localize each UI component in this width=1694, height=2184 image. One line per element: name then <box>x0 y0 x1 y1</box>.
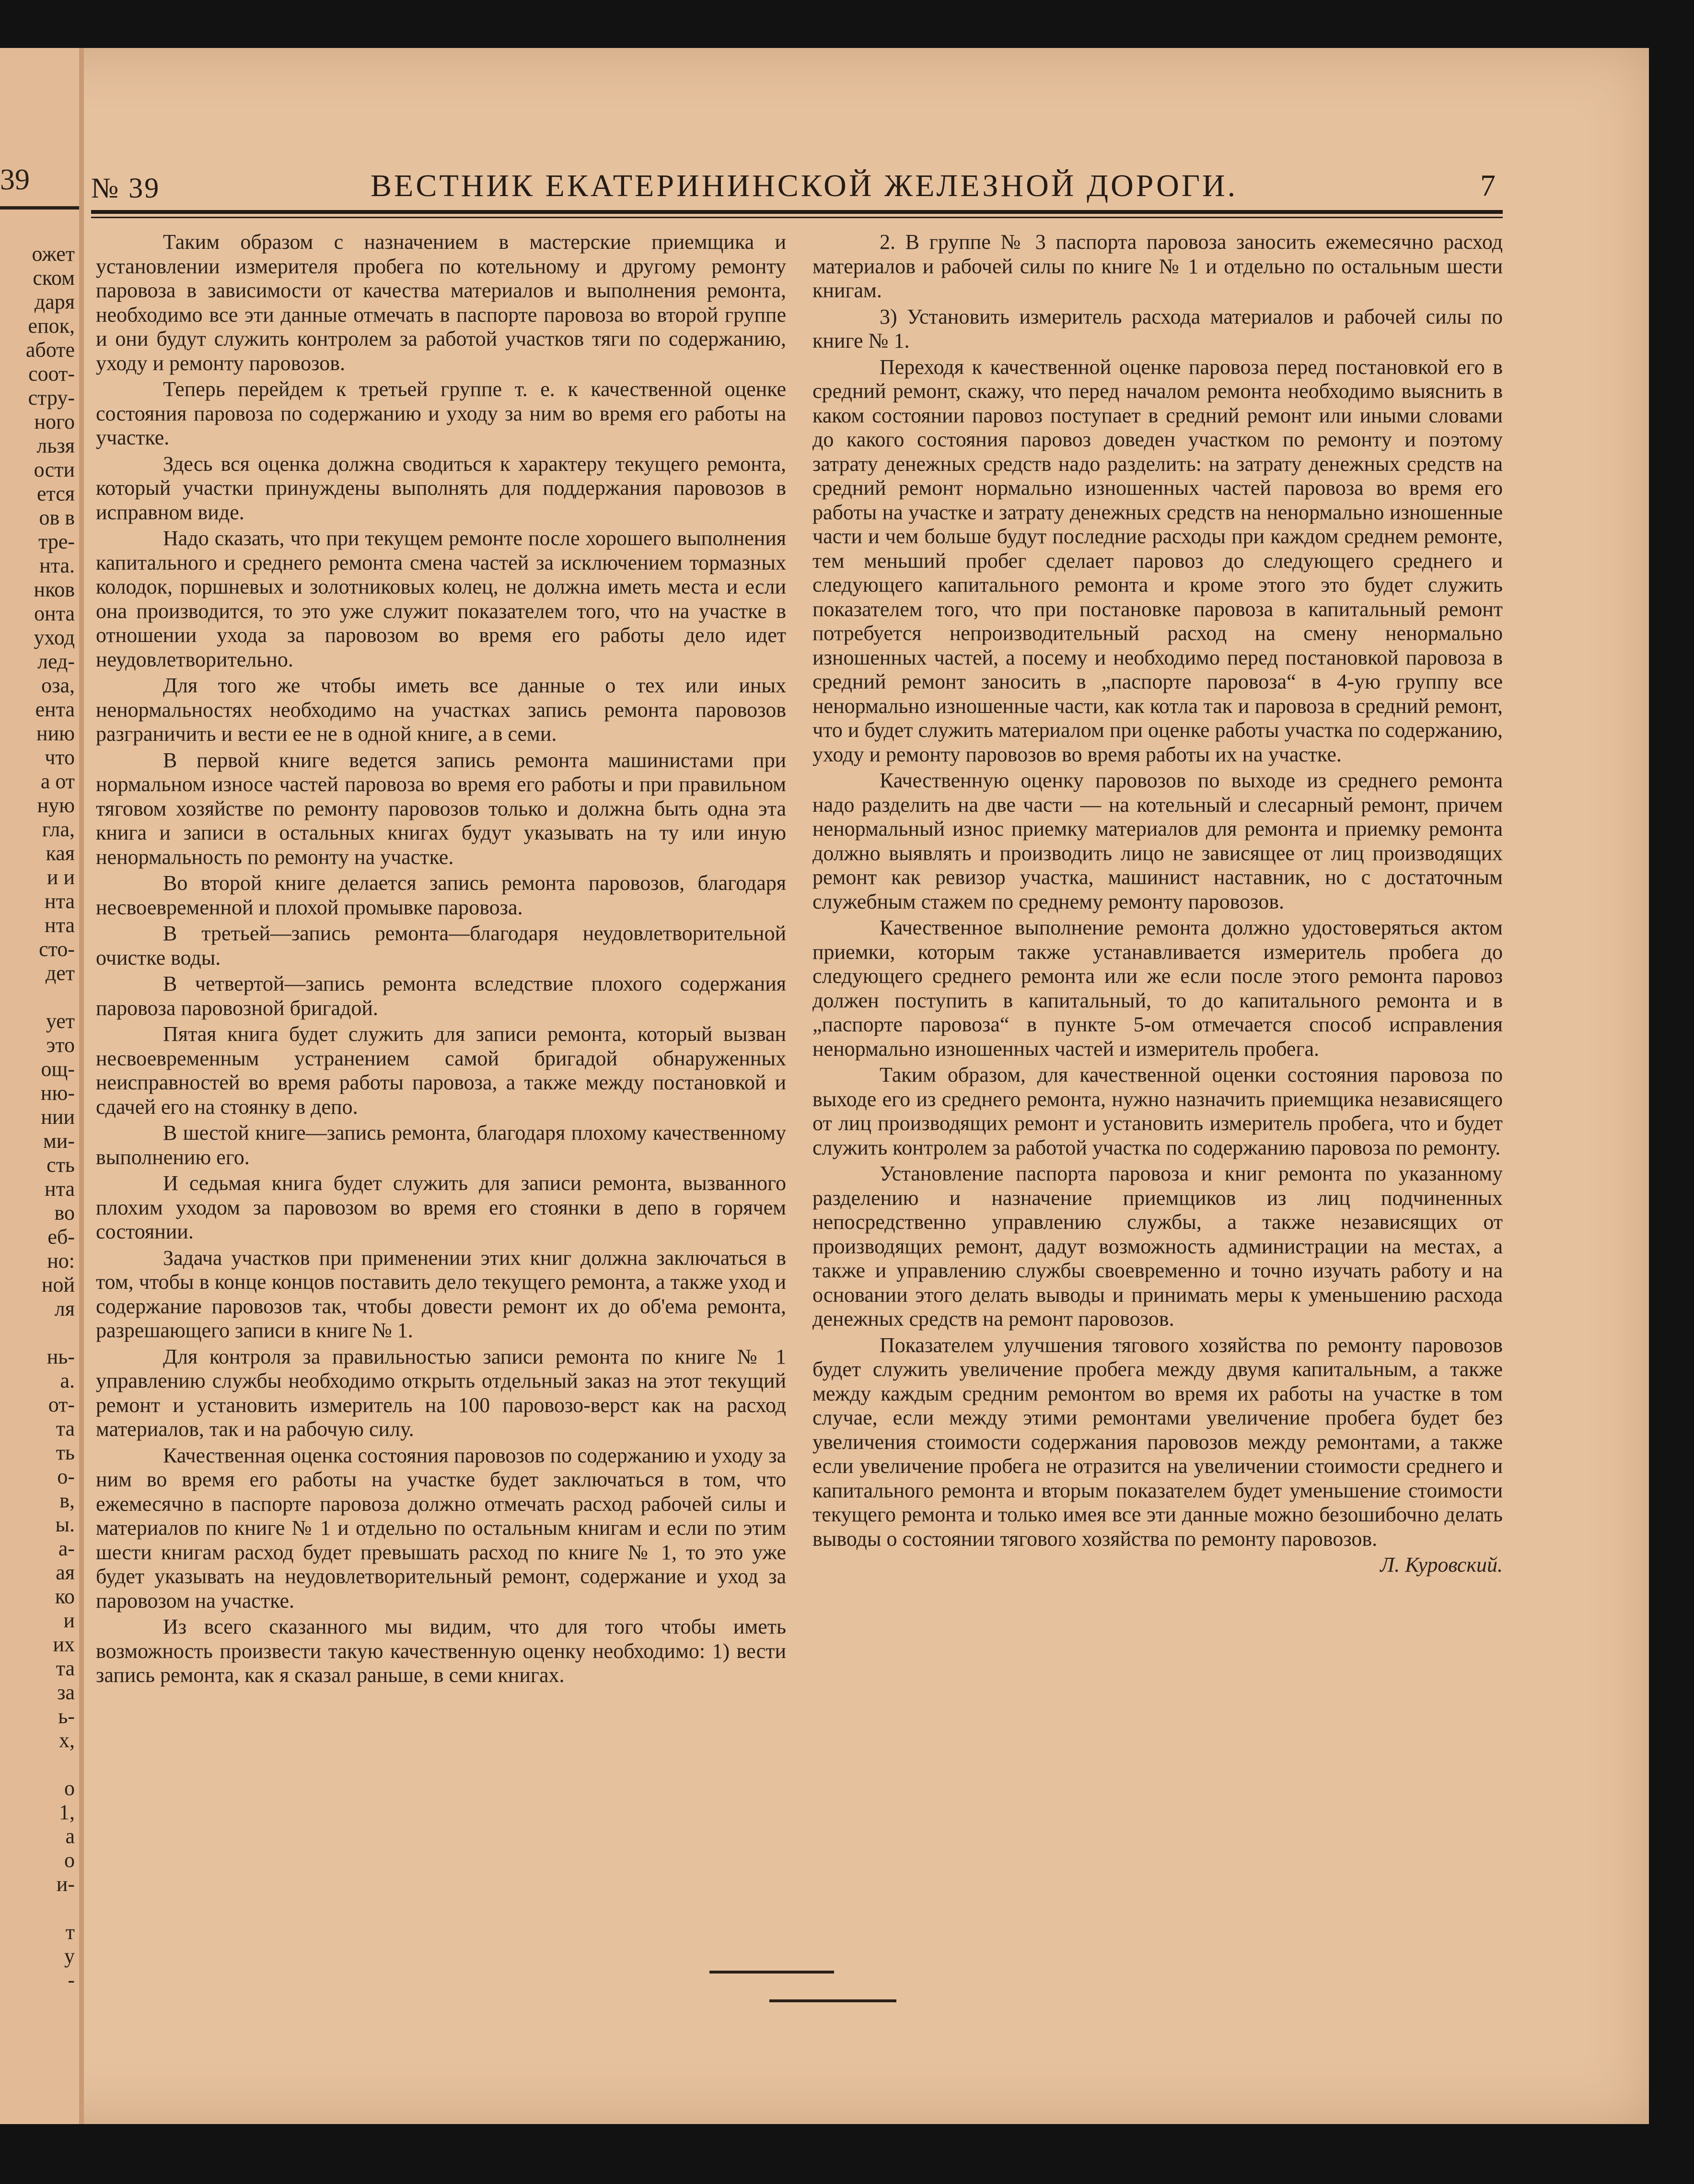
paragraph: 2. В группе № 3 паспорта паровоза заносить ежемесячно расход материалов и рабочей силы по книге № 1 и отдельно по остальным шести книгам. <box>812 230 1503 302</box>
previous-page-fragment: гла, <box>42 818 75 841</box>
previous-page-fragment: ню- <box>40 1081 75 1105</box>
previous-page-fragment: и и <box>46 865 75 889</box>
paragraph: Пятая книга будет служить для записи ремонта, который вызван несвоевременным устранением самой бригадой обнаруженных неисправностей во время работы паровоза, а также между постановкой и сдачей его на стоянку в депо. <box>96 1022 786 1119</box>
previous-page-fragment: ется <box>36 482 75 505</box>
previous-page-fragment: ском <box>33 266 75 290</box>
previous-page-fragment: а <box>65 1824 75 1848</box>
previous-page-fragment: сто- <box>39 937 75 961</box>
end-ornament-line <box>709 1971 834 1974</box>
previous-page-fragment: ов в <box>39 506 75 529</box>
previous-page-fragment: но: <box>47 1249 75 1273</box>
previous-page-fragments <box>3 242 75 1992</box>
previous-page-fragment: дет <box>45 961 75 985</box>
paragraph: В третьей—запись ремонта—благодаря неудовлетворительной очистке воды. <box>96 922 786 969</box>
header-rule-thin <box>91 217 1503 218</box>
previous-page-fragment: у <box>64 1944 75 1968</box>
previous-page-fragment <box>3 985 75 1009</box>
previous-page-fragment: а. <box>60 1369 75 1392</box>
paragraph: 3) Установить измеритель расхода материалов и рабочей силы по книге № 1. <box>812 304 1503 352</box>
paragraph: Для контроля за правильностью записи ремонта по книге № 1 управлению службы необходимо открыть отдельный заказ на этот текущий ремонт и установить измеритель на 100 паровозо-верст как на расход материалов, так и на рабочую силу. <box>96 1344 786 1441</box>
previous-page-fragment: нта. <box>39 554 75 577</box>
page-header <box>91 168 1505 206</box>
paragraph: В шестой книге—запись ремонта, благодаря плохому качественному выполнению его. <box>96 1121 786 1169</box>
previous-page-fragment: нков <box>34 578 75 601</box>
previous-page-fragment: даря <box>34 290 75 314</box>
previous-page-issue: 39 <box>0 164 30 196</box>
previous-page-fragment: ожет <box>32 242 75 266</box>
previous-page-fragment: нта <box>45 913 75 937</box>
previous-page-fragment: аботе <box>25 338 75 362</box>
previous-page-fragment: 1, <box>59 1800 75 1824</box>
paragraph: Переходя к качественной оценке паровоза перед постановкой его в средний ремонт, скажу, что перед началом ремонта необходимо выяснить в каком состоянии паровоз поступает в средний ремонт или иными словами до какого состояния паровоз доведен участком по ремонту и поэтому затрату денежных средств надо разделить: на затрату денежных средств на средний ремонт нормально изношенных частей паровоза во время его работы на участке и затрату денежных средств на ненормально изношенные части и чем больше будут последние расходы при каждом среднем ремонте, тем меньший пробег сделает паровоз до следующего среднего и следующего капитального ремонта и кроме этого это будет служить показателем того, что при постановке паровоза в капитальный ремонт потребуется непроизводительный расход на смену ненормально изношенных частей, а посему и необходимо перед постановкой паровоза в средний ремонт заносить в „паспорте паровоза“ в 4-ую группу все ненормально изношенные части, как котла так и паровоза в средний ремонт, что и будет служить материалом при оценке работы участка по содержанию, уходу и ремонту паровозов во время работы их на участке. <box>812 355 1503 766</box>
paragraph: Таким образом, для качественной оценки состояния паровоза по выходе его из среднего ремонта, нужно назначить приемщика независящего от лиц производящих ремонт и установить измеритель пробега, что и будет служить контролем за работой участка по содержанию паровоза по ремонту. <box>812 1063 1503 1159</box>
previous-page-fragment: ь- <box>58 1705 75 1728</box>
previous-page-fragment: ля <box>54 1297 75 1320</box>
paragraph: Задача участков при применении этих книг должна заключаться в том, чтобы в конце концов поставить дело текущего ремонта, а также уход и содержание паровозов так, чтобы довести ремонт их до об'ема ремонта, разрешающего записи в книге № 1. <box>96 1246 786 1342</box>
previous-page-fragment: онта <box>34 602 75 625</box>
paragraph: Из всего сказанного мы видим, что для того чтобы иметь возможность произвести такую качественную оценку необходимо: 1) вести запись ремонта, как я сказал раньше, в семи книгах. <box>96 1615 786 1687</box>
previous-page-fragment: за <box>57 1681 75 1704</box>
previous-page-fragment: льзя <box>36 434 75 457</box>
previous-page-fragment: кая <box>46 841 75 865</box>
previous-page-fragment: ми- <box>43 1129 75 1153</box>
previous-page-fragment: лед- <box>37 650 75 673</box>
newspaper-page <box>0 48 1649 2124</box>
previous-page-fragment: это <box>46 1033 75 1057</box>
previous-page-fragment: нии <box>41 1105 75 1129</box>
previous-page-fragment: соот- <box>28 362 75 385</box>
previous-page-fragment: еб- <box>47 1225 75 1249</box>
paragraph: Показателем улучшения тягового хозяйства по ремонту паровозов будет служить увеличение пробега между двумя капитальным, а также между каждым средним ремонтом во время их работы на участке в том случае, если между этими ремонтами увеличение пробега будет без увеличения стоимости содержания паровозов между ремонтами, а также если увеличение пробега не отразится на увеличении стоимости среднего и капитального ремонта и вторым показателем будет уменьшение стоимости текущего ремонта и только имея все эти данные можно безошибочно делать выводы о состоянии тягового хозяйства по ремонту паровозов. <box>812 1333 1503 1551</box>
previous-page-fragment: ть <box>56 1441 75 1464</box>
previous-page-fragment: ощ- <box>41 1057 75 1081</box>
previous-page-fragment <box>3 1321 75 1345</box>
previous-page-rule <box>0 206 79 210</box>
previous-page-fragment: тре- <box>38 530 75 553</box>
header-rule-thick <box>91 210 1503 214</box>
previous-page-fragment <box>3 1896 75 1920</box>
previous-page-fragment: ко <box>55 1585 75 1608</box>
paragraph: Установление паспорта паровоза и книг ремонта по указанному разделению и назначение приемщиков из лиц подчиненных непосредственно управлению службы, а также независящих от производящих ремонт, дадут возможность администрации на местах, а также и управлению службы своевременно и точно изучать работу и на основании этого делать выводы и принимать меры к уменьшению расхода денежных средств на ремонт паровозов. <box>812 1162 1503 1331</box>
paragraph: Во второй книге делается запись ремонта паровозов, благодаря несвоевременной и плохой промывке паровоза. <box>96 871 786 919</box>
page-number: 7 <box>1480 168 1496 202</box>
previous-page-fragment: а- <box>58 1537 75 1560</box>
paragraph: В первой книге ведется запись ремонта машинистами при нормальном износе частей паровоза во время его работы и при правильном тяговом хозяйстве по ремонту паровозов только и должна быть одна эта книга и записи в остальных книгах будут указывать на ту или иную ненормальность по ремонту на участке. <box>96 748 786 869</box>
previous-page-fragment: стру- <box>28 386 75 409</box>
paragraph: Здесь вся оценка должна сводиться к характеру текущего ремонта, который участки принуждены выполнять для поддержания паровозов в исправном виде. <box>96 452 786 524</box>
paragraph: Качественное выполнение ремонта должно удостоверяться актом приемки, которым также устанавливается измеритель пробега до следующего среднего ремонта или же если после этого ремонта паровоз должен поступить в капитальный, то до капитального ремонта и в „паспорте паровоза“ в пункте 5-ом отмечается способ исправления ненормально изношенных частей и измеритель пробега. <box>812 916 1503 1061</box>
previous-page-fragment: х, <box>59 1729 75 1752</box>
paragraph: Качественная оценка состояния паровозов по содержанию и уходу за ним во время его работы на участке будет заключаться в том, что ежемесячно в паспорте паровоза должно отмечать расход рабочей силы и материалов по книге № 1 и отдельно по остальным книгам и если по этим шести книгам расход будет превышать расход по книге № 1, то это уже будет указывать на неудовлетворительный ремонт, содержание и уход за паровозом на участке. <box>96 1443 786 1612</box>
previous-page-fragment: - <box>68 1968 75 1992</box>
paragraph: Качественную оценку паровозов по выходе из среднего ремонта надо разделить на две части — на котельный и слесарный ремонт, причем ненормальный износ приемку материалов для ремонта и приемку ремонта должно выявлять и производить лицо не зависящее от лиц производящих ремонт как ревизор участка, машинист наставник, но с достаточным служебным стажем по среднему ремонту паровозов. <box>812 769 1503 913</box>
issue-number: № 39 <box>91 172 161 204</box>
previous-page-fragment: о- <box>57 1465 75 1488</box>
paragraph: Надо сказать, что при текущем ремонте после хорошего выполнения капитального и среднего ремонта смена частей за исключением тормазных колодок, поршневых и золотниковых колец, не должна иметь места и если она производится, то это уже служит показателем того, что на участке в отношении ухода за паровозом во время его работы дело идет неудовлетворительно. <box>96 526 786 671</box>
publication-title: ВЕСТНИК ЕКАТЕРИНИНСКОЙ ЖЕЛЕЗНОЙ ДОРОГИ. <box>371 168 1238 203</box>
previous-page-fragment: ную <box>37 794 75 817</box>
previous-page-fragment: ной <box>41 1273 75 1296</box>
previous-page-fragment: от- <box>48 1393 75 1416</box>
end-ornament-line <box>769 1999 896 2002</box>
previous-page-fragment: во <box>54 1201 75 1225</box>
author-signature: Л. Куровский. <box>1380 1553 1503 1577</box>
paragraph: Теперь перейдем к третьей группе т. е. к качественной оценке состояния паровоза по содержанию и уходу за ним во время его работы на участке. <box>96 377 786 449</box>
previous-page-fragment: т <box>65 1920 75 1944</box>
right-column <box>812 230 1503 1577</box>
previous-page-fragment: а от <box>40 770 75 793</box>
previous-page-fragment: и- <box>56 1872 75 1896</box>
previous-page-fragment: епок, <box>28 314 75 338</box>
previous-page-fragment: та <box>56 1417 75 1440</box>
previous-page-fragment: нию <box>36 722 75 745</box>
paragraph: И седьмая книга будет служить для записи ремонта, вызванного плохим уходом за паровозом во время его стоянки в депо в горячем состоянии. <box>96 1171 786 1243</box>
previous-page-fragment: о <box>64 1776 75 1800</box>
paragraph: Таким образом с назначением в мастерские приемщика и установлении измерителя пробега по котельному и другому ремонту паровоза в зависимости от качества материалов и выполнения ремонта, необходимо все эти данные отмечать в паспорте паровоза во второй группе и они будут служить контролем за работой участков тяги по содержанию, уходу и ремонту паровозов. <box>96 230 786 375</box>
previous-page-fragment: ости <box>34 458 75 481</box>
previous-page-fragment: нь- <box>46 1345 75 1368</box>
previous-page-fragment: в, <box>59 1489 75 1512</box>
previous-page-fragment: и <box>63 1609 75 1632</box>
previous-page-fragment: ая <box>56 1561 75 1584</box>
left-column <box>96 230 786 1690</box>
previous-page-fragment: о <box>64 1848 75 1872</box>
paragraph: Для того же чтобы иметь все данные о тех или иных ненормальностях необходимо на участках запись ремонта паровозов разграничить и вести ее не в одной книге, а в семи. <box>96 674 786 746</box>
previous-page-fragment: ует <box>46 1009 75 1033</box>
previous-page-fragment: оза, <box>41 674 75 697</box>
previous-page-fragment: ента <box>35 698 75 721</box>
previous-page-fragment: та <box>56 1657 75 1680</box>
previous-page-edge <box>0 48 84 2124</box>
previous-page-fragment <box>3 1752 75 1776</box>
previous-page-fragment: сть <box>46 1153 75 1177</box>
previous-page-fragment: их <box>53 1633 75 1656</box>
previous-page-fragment: уход <box>34 626 75 649</box>
paragraph: В четвертой—запись ремонта вследствие плохого содержания паровоза паровозной бригадой. <box>96 972 786 1020</box>
previous-page-fragment: нта <box>45 889 75 913</box>
previous-page-fragment: ы. <box>55 1513 75 1536</box>
previous-page-fragment: что <box>45 746 75 769</box>
previous-page-fragment: ного <box>34 410 75 433</box>
previous-page-fragment: нта <box>45 1177 75 1201</box>
